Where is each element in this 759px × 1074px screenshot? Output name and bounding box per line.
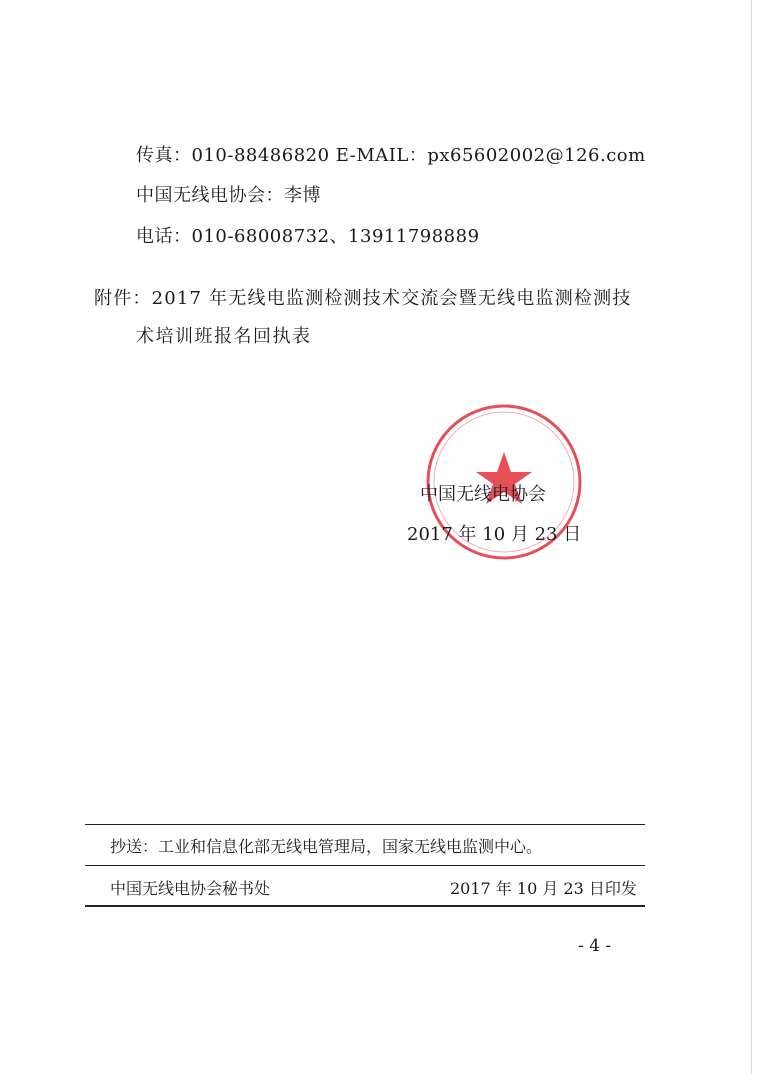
- scan-edge: [751, 0, 752, 1074]
- fax-email-line: 传真：010-88486820 E-MAIL：px65602002@126.com: [136, 145, 646, 166]
- issue-date: 2017 年 10 月 23 日印发: [450, 879, 637, 898]
- attachment-line-2: 术培训班报名回执表: [136, 326, 312, 347]
- page-number: - 4 -: [578, 936, 612, 956]
- footer-bottom-rule: [85, 905, 645, 907]
- signature-org: 中国无线电协会: [420, 484, 546, 505]
- org-contact-line: 中国无线电协会：李博: [136, 185, 321, 206]
- footer-top-rule: [85, 824, 645, 825]
- phone-line: 电话：010-68008732、13911798889: [136, 226, 480, 247]
- issuer: 中国无线电协会秘书处: [110, 879, 271, 898]
- cc-line: 抄送：工业和信息化部无线电管理局，国家无线电监测中心。: [110, 837, 543, 856]
- footer-middle-rule: [85, 865, 645, 866]
- signature-date: 2017 年 10 月 23 日: [407, 524, 582, 545]
- attachment-line-1: 附件：2017 年无线电监测检测技术交流会暨无线电监测检测技: [94, 288, 632, 309]
